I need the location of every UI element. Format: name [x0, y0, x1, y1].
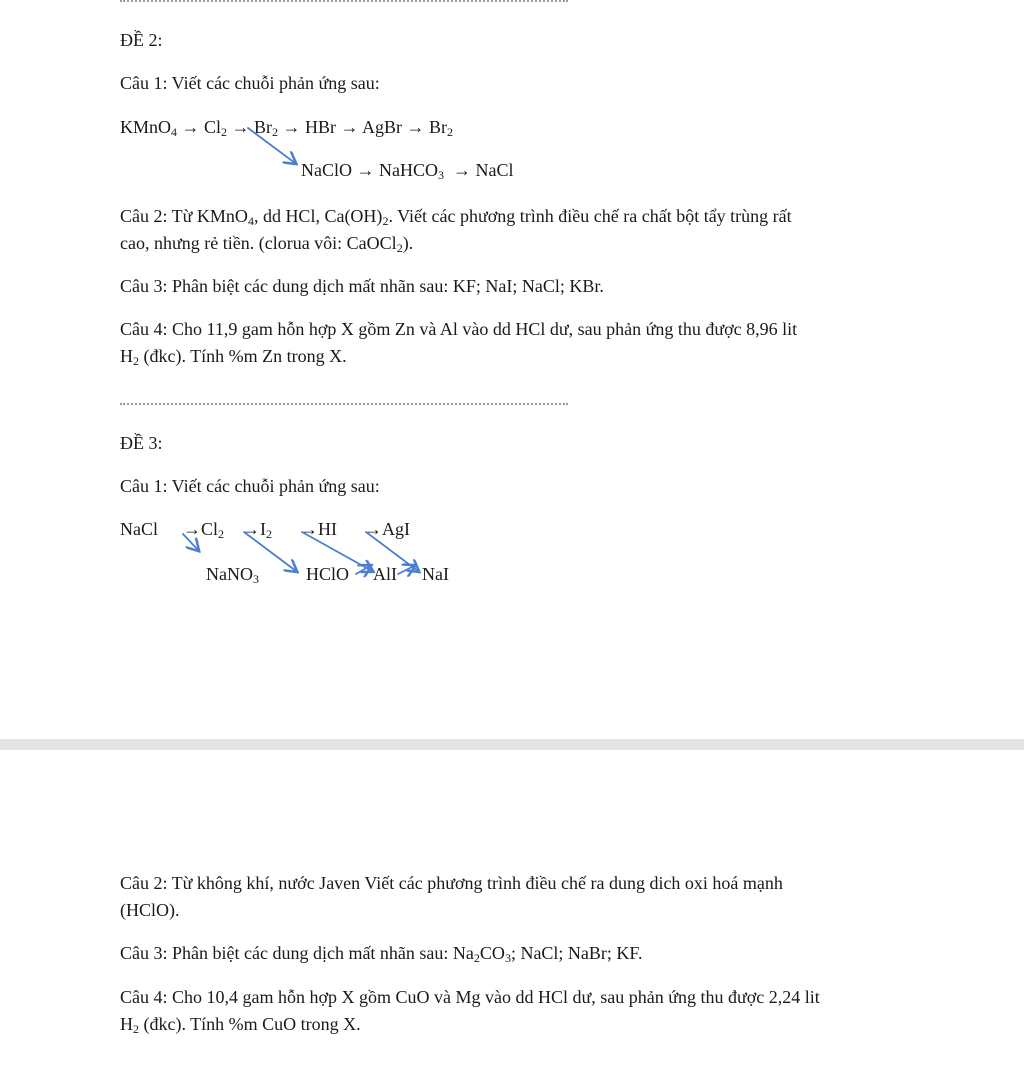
de2-q1: Câu 1: Viết các chuỗi phản ứng sau:: [120, 73, 380, 93]
de3-hi: →HI: [300, 519, 337, 539]
de3-agi: →AgI: [364, 519, 410, 539]
de3-cl2: $\to Cl_2$: [183, 519, 225, 541]
de3-nai: NaI: [422, 564, 449, 584]
de2-q4-line2: $H_2$ (đkc). Tính %m Zn trong X.: [120, 346, 347, 368]
de3-q2-line1: Câu 2: Từ không khí, nước Javen Viết các phương trình điều chế ra dung dich oxi hoá mạnh: [120, 873, 783, 893]
de3-q1: Câu 1: Viết các chuỗi phản ứng sau:: [120, 476, 380, 496]
de2-chain-row1: KMnO$_4$ → $Cl_2 \to Br_2$ → HBr → AgBr → $Br_2$: [120, 117, 454, 139]
de3-q4-line1: Câu 4: Cho 10,4 gam hỗn hợp X gồm CuO và Mg vào dd HCl dư, sau phản ứng thu được 2,24 lit: [120, 987, 820, 1007]
de3-hclo: HClO: [306, 564, 350, 584]
top-divider: [120, 0, 568, 2]
de2-q2-line1: Câu 2: Từ KMnO$_4$, dd HCl, $Ca(OH)_2$. Viết các phương trình điều chế ra chất bột tẩy trùng rất: [120, 206, 792, 228]
de3-nacl: NaCl: [120, 519, 158, 539]
arrow-ali-nai: [398, 566, 414, 574]
de3-q4-line2: $H_2$ (đkc). Tính %m CuO trong X.: [120, 1014, 361, 1036]
de2-chain-row2: NaClO → NaHCO$_3$ → NaCl: [301, 160, 514, 182]
page-separator: [0, 739, 1024, 750]
de3-nano3: NaNO$_3$: [206, 564, 259, 586]
de2-q2-line2: cao, nhưng rẻ tiền. (clorua vôi: CaOCl$_2$).: [120, 233, 414, 255]
de3-ali: AlI: [373, 564, 397, 584]
section-divider: [120, 403, 568, 405]
de2-q4-line1: Câu 4: Cho 11,9 gam hỗn hợp X gồm Zn và Al vào dd HCl dư, sau phản ứng thu được 8,96 lit: [120, 319, 798, 339]
de2-title: ĐỀ 2:: [120, 30, 163, 50]
de2-q3: Câu 3: Phân biệt các dung dịch mất nhãn sau: KF; NaI; NaCl; KBr.: [120, 276, 604, 296]
de3-i2: $\to I_2$: [242, 519, 272, 541]
de3-title: ĐỀ 3:: [120, 433, 163, 453]
de3-q2-line2: (HClO).: [120, 900, 180, 920]
de3-q3: Câu 3: Phân biệt các dung dịch mất nhãn sau: $Na_2CO_3$; NaCl; NaBr; KF.: [120, 943, 643, 965]
arrow-hclo-ali: [356, 566, 370, 574]
